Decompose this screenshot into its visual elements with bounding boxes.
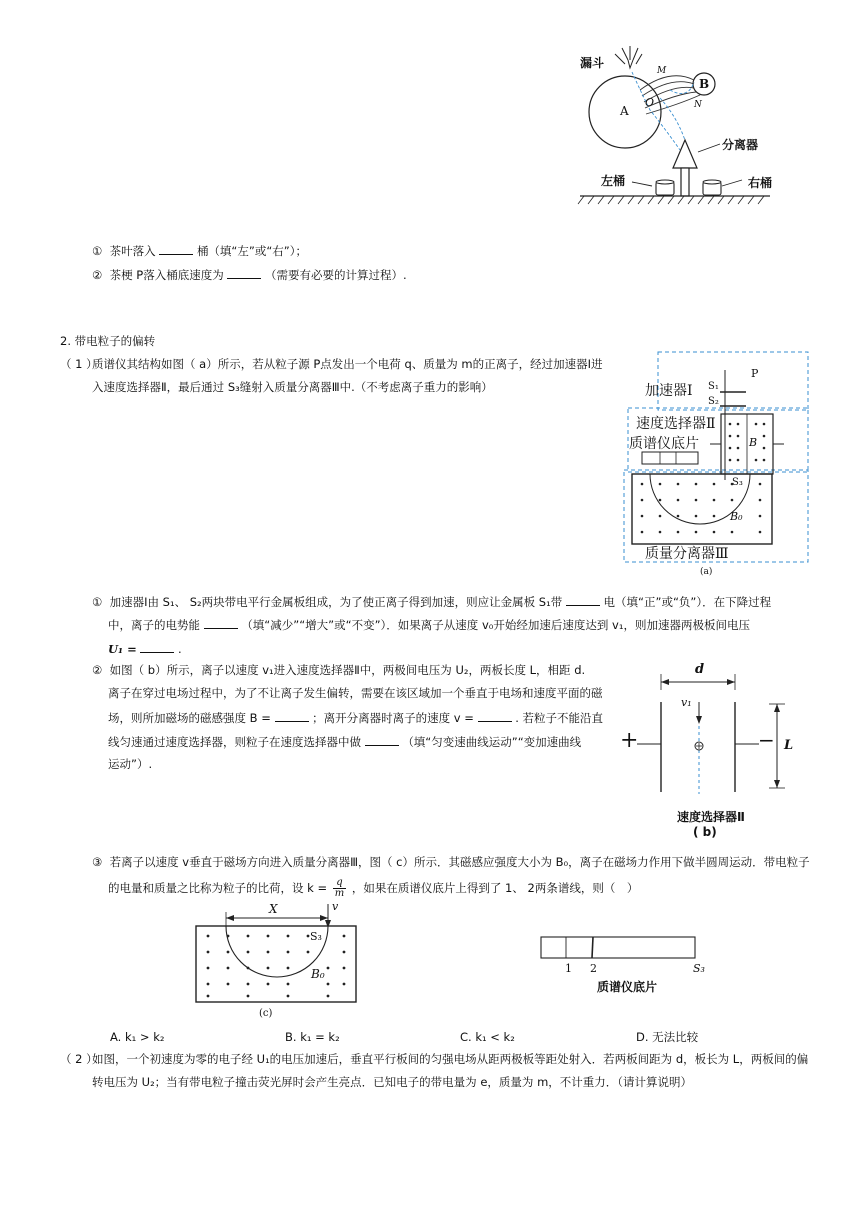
q1-item1-text-a: 茶叶落入 [109, 244, 156, 258]
fig-b-L: L [784, 738, 794, 753]
film-figure [538, 934, 700, 964]
sub1-num: ① [92, 595, 103, 609]
sub3-num: ③ [92, 855, 103, 869]
funnel-label: 漏斗 [580, 56, 605, 70]
sub2-line4 [108, 734, 581, 749]
sub2-text-1: 如图（ b）所示，离子以速度 v₁进入速度选择器Ⅱ中，两极间电压为 U₂，两板长度 L，相距 d. [109, 663, 586, 677]
circle-b-label: B [699, 77, 710, 91]
sub1-line2-b: （填“减少”“增大”或“不变”）．如果离子从速度 v₀开始经加速后速度达到 v₁，则加速器两极板间电压 [241, 618, 750, 632]
fig-a-s1: S₁ [708, 381, 719, 392]
separator-label: 分离器 [722, 138, 759, 152]
sub1-line3-b: . [178, 642, 182, 656]
answer-blank[interactable] [478, 710, 512, 722]
sub2-line3-a: 场，则所加磁场的磁感强度 B = [108, 711, 271, 725]
answer-blank[interactable] [365, 734, 399, 746]
q1-item2-text-b: （需要有必要的计算过程）. [265, 268, 407, 282]
sub3-line2 [108, 878, 638, 899]
sub1-line2-a: 中，离子的电势能 [108, 618, 200, 632]
sub2-line2: 离子在穿过电场过程中，为了不让离子发生偏转，需要在该区域加一个垂直于电场和速度平面的磁 [108, 686, 603, 700]
film-caption: 质谱仪底片 [597, 980, 658, 994]
sub1-line3-a: U₁ = [108, 642, 137, 656]
sub3-line1 [92, 855, 810, 869]
p1-num: （ 1 ） [60, 357, 98, 371]
fig-c-b0: B₀ [311, 967, 325, 981]
fig-a-caption: (a) [700, 567, 713, 577]
fig-b-d: d [695, 662, 705, 677]
fig-c-caption: (c) [259, 1008, 273, 1019]
p2-line1: 如图，一个初速度为零的电子经 U₁的电压加速后，垂直平行板间的匀强电场从距两极板等距处射入．若两板间距为 d，板长为 L，两板间的偏 [92, 1052, 809, 1066]
fig-c-s3: S₃ [310, 930, 322, 943]
option-a[interactable]: A. k₁ > k₂ [110, 1030, 165, 1044]
section-title: 2. 带电粒子的偏转 [60, 334, 156, 348]
sub1-line3 [108, 641, 182, 656]
answer-blank[interactable] [159, 243, 193, 255]
sub2-num: ② [92, 663, 103, 677]
sub3-line2-a: 的电量和质量之比称为粒子的比荷，设 k = [108, 881, 328, 895]
fig-a-accel: 加速器Ⅰ [645, 383, 693, 399]
sub1-line1 [92, 594, 771, 609]
fig-a-separator: 质量分离器Ⅲ [645, 546, 729, 562]
sub2-line3 [108, 710, 603, 725]
fig-c-v: v [332, 900, 339, 913]
fig-b-plus: + [620, 728, 639, 753]
fraction-den: m [334, 888, 345, 899]
sub2-line4-b: （填“匀变速曲线运动”“变加速曲线 [402, 735, 582, 749]
circle-a-label: A [620, 104, 629, 118]
fraction-num: q [333, 878, 346, 889]
fig-b-minus: − [758, 728, 775, 752]
answer-blank[interactable] [140, 641, 174, 653]
q1-item2-num: ② [92, 268, 103, 282]
film-2: 2 [590, 962, 597, 975]
sub3-line2-b: ，如果在质谱仪底片上得到了 1、 2两条谱线，则（ ） [351, 881, 639, 895]
sub3-text-1: 若离子以速度 v垂直于磁场方向进入质量分离器Ⅲ，图（ c）所示．其磁感应强度大小为 B₀，离子在磁场力作用下做半圆周运动．带电粒子 [109, 855, 810, 869]
q1-item1-text-b: 桶（填“左”或“右”）； [196, 244, 308, 258]
point-n-label: N [694, 100, 702, 110]
fig-a-b0: B₀ [730, 510, 743, 523]
fraction [333, 878, 346, 899]
fig-b-caption2: ( b) [693, 825, 717, 839]
left-bucket-label: 左桶 [601, 174, 626, 188]
sub1-text-a: 加速器Ⅰ由 S₁、 S₂两块带电平行金属板组成，为了使正离子得到加速，则应让金属板 S₁带 [109, 595, 563, 609]
sub2-line3-b: ；离开分离器时离子的速度 v = [312, 711, 474, 725]
fig-a-plate: 质谱仪底片 [629, 436, 699, 452]
answer-blank[interactable] [204, 617, 238, 629]
q1-item1 [92, 243, 307, 258]
p2-num: （ 2 ） [60, 1052, 98, 1066]
answer-blank[interactable] [275, 710, 309, 722]
sub2-line5: 运动”）. [108, 757, 153, 771]
q1-item2 [92, 267, 407, 282]
p1-line2: 入速度选择器Ⅱ，最后通过 S₃缝射入质量分离器Ⅲ中.（不考虑离子重力的影响） [92, 380, 493, 394]
fig-a-s3: S₃ [732, 477, 743, 488]
sub2-line1 [92, 663, 585, 677]
answer-blank[interactable] [566, 594, 600, 606]
fig-a-selector: 速度选择器Ⅱ [636, 416, 716, 432]
sub2-line4-a: 线匀速通过速度选择器，则粒子在速度选择器中做 [108, 735, 361, 749]
fig-a-p: P [751, 367, 759, 380]
option-c[interactable]: C. k₁ < k₂ [460, 1030, 515, 1044]
fig-b-v1: v₁ [681, 696, 692, 709]
velocity-selector-figure [615, 662, 805, 802]
fig-a-s2: S₂ [708, 396, 719, 407]
option-d[interactable]: D. 无法比较 [636, 1030, 699, 1044]
point-m-label: M [657, 66, 667, 76]
fig-b-caption1: 速度选择器Ⅱ [677, 810, 745, 824]
option-b[interactable]: B. k₁ = k₂ [285, 1030, 340, 1044]
sub1-line2 [108, 617, 750, 632]
film-1: 1 [565, 962, 572, 975]
q1-item2-text-a: 茶梗 P落入桶底速度为 [109, 268, 224, 282]
film-s3: S₃ [693, 962, 705, 975]
fig-c-x: X [269, 902, 278, 916]
fig-a-b: B [749, 436, 758, 449]
q1-item1-num: ① [92, 244, 103, 258]
point-o-label: O [645, 96, 655, 109]
mass-separator-figure [190, 900, 362, 1025]
p2-line2: 转电压为 U₂；当有带电粒子撞击荧光屏时会产生亮点．已知电子的带电量为 e，质量为 m，不计重力．（请计算说明） [92, 1075, 693, 1089]
p1-line1: 质谱仪其结构如图（ a）所示，若从粒子源 P点发出一个电荷 q、质量为 m的正离子，经过加速器Ⅰ进 [92, 357, 603, 371]
sub1-text-b: 电（填“正”或“负”）．在下降过程 [603, 595, 772, 609]
right-bucket-label: 右桶 [748, 176, 773, 190]
answer-blank[interactable] [227, 267, 261, 279]
sub2-line3-c: . 若粒子不能沿直 [515, 711, 604, 725]
